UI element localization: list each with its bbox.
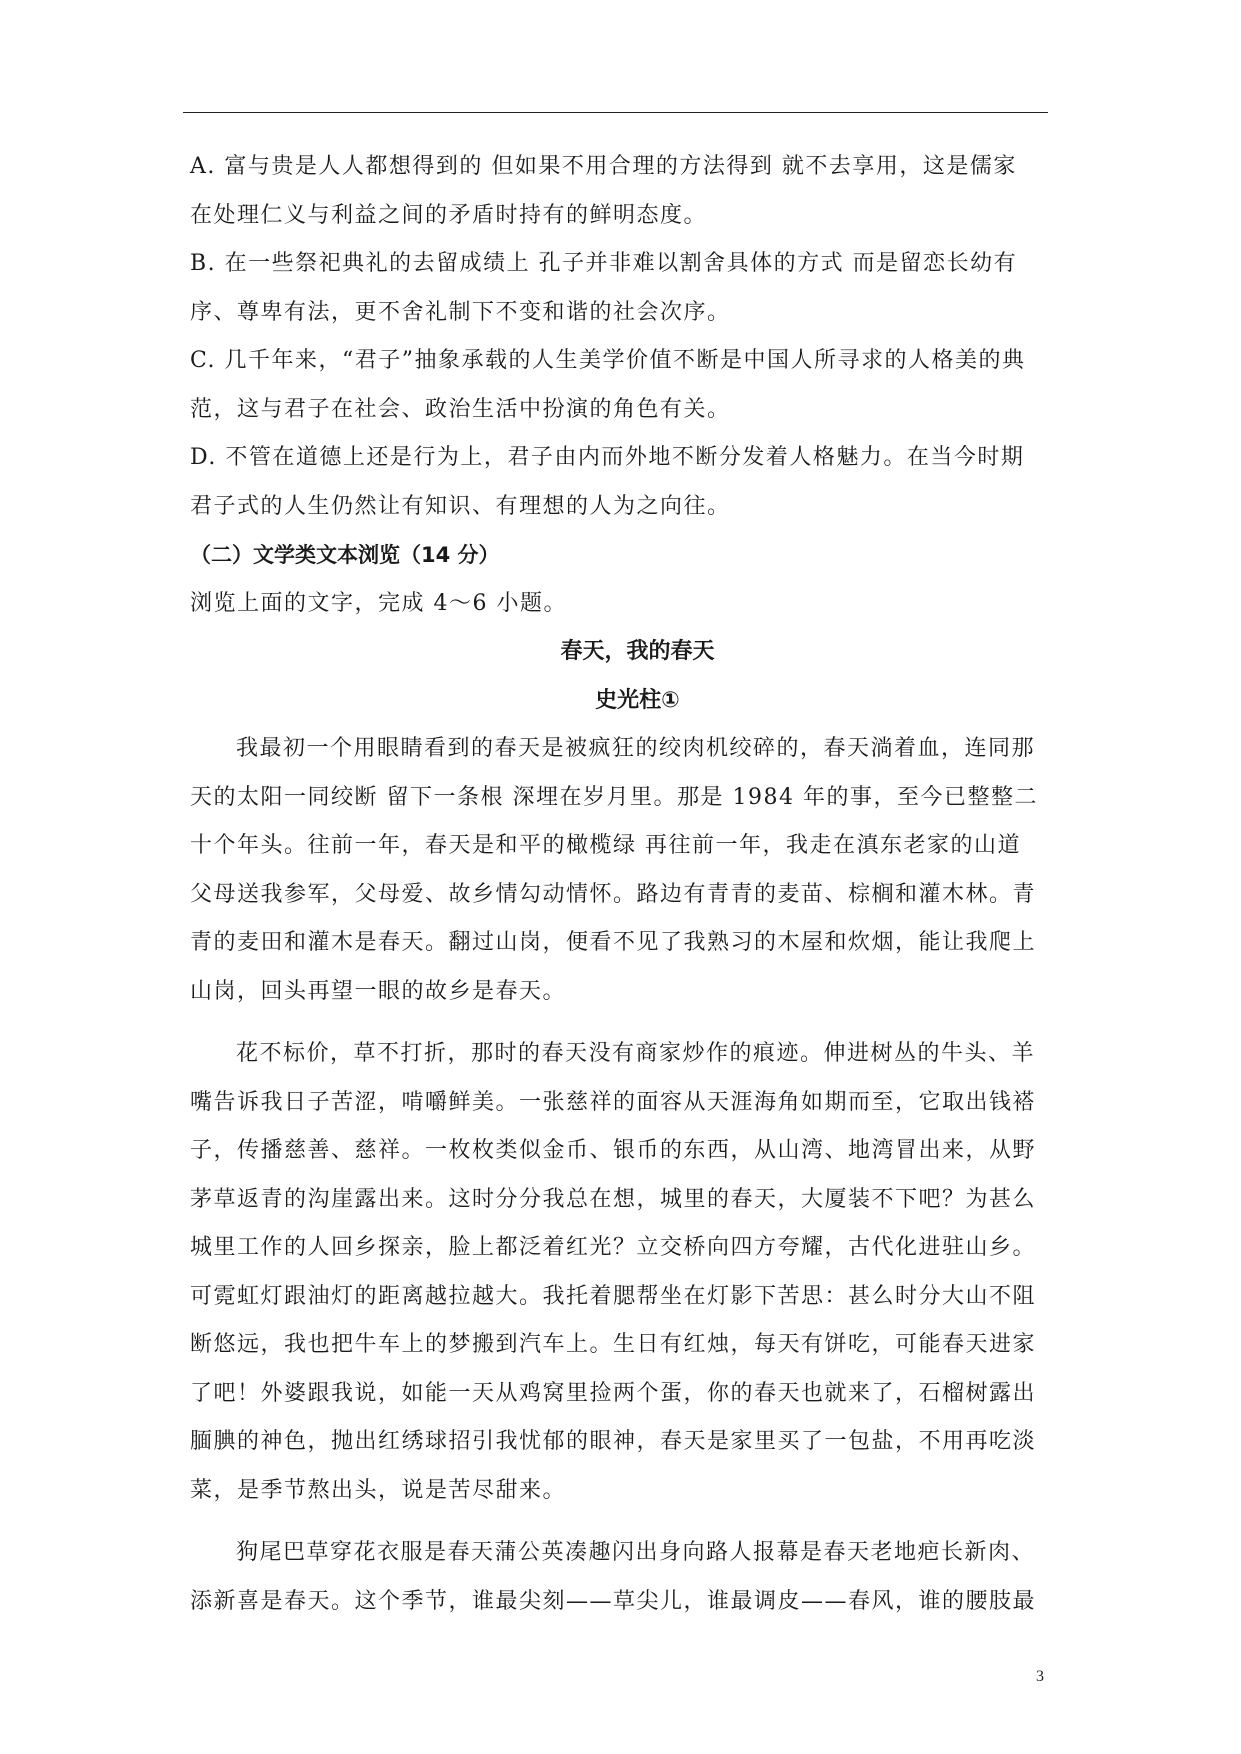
option-b-line-1: B. 在一些祭祀典礼的去留成绩上 孔子并非难以割舍具体的方式 而是留恋长幼有: [190, 251, 1018, 276]
page-number: 3: [1036, 1668, 1044, 1685]
paragraph-line: 父母送我参军，父母爱、故乡情勾动情怀。路边有青青的麦苗、棕榈和灌木林。青: [190, 881, 1037, 907]
paragraph-line: 天的太阳一同绞断 留下一条根 深埋在岁月里。那是 1984 年的事，至今已整整二: [190, 784, 1038, 810]
paragraph-line: 嘴告诉我日子苦涩，啃嚼鲜美。一张慈祥的面容从天涯海角如期而至，它取出钱褡: [190, 1089, 1037, 1115]
article-author: 史光柱①: [595, 687, 680, 713]
paragraph-line: 断悠远，我也把牛车上的梦搬到汽车上。生日有红烛，每天有饼吃，可能春天进家: [190, 1332, 1037, 1357]
section-heading: （二）文学类文本浏览（14 分）: [190, 543, 500, 567]
article-title: 春天，我的春天: [560, 639, 715, 664]
paragraph-line: 十个年头。往前一年，春天是和平的橄榄绿 再往前一年，我走在滇东老家的山道: [190, 833, 1021, 858]
paragraph-line: 狗尾巴草穿花衣服是春天蒲公英凑趣闪出身向路人报幕是春天老地疤长新肉、: [236, 1540, 1036, 1565]
page-content: [190, 143, 1085, 1626]
paragraph-line: 菜，是季节熬出头，说是苦尽甜来。: [190, 1477, 567, 1503]
paragraph-line: 城里工作的人回乡探亲，脸上都泛着红光？立交桥向四方夸耀，古代化进驻山乡。: [190, 1235, 1037, 1260]
section-instruction: 浏览上面的文字，完成 4～6 小题。: [190, 590, 567, 616]
option-c-line-1: C. 几千年来，“君子”抽象承载的人生美学价值不断是中国人所寻求的人格美的典: [190, 348, 1026, 373]
option-d-line-1: D. 不管在道德上还是行为上，君子由内而外地不断分发着人格魅力。在当今时期: [190, 445, 1025, 470]
article-paragraph-2: [190, 1030, 1085, 1515]
paragraph-line: 添新喜是春天。这个季节，谁最尖刻——草尖儿，谁最调皮——春风，谁的腰肢最: [190, 1588, 1037, 1614]
option-c-line-2: 范，这与君子在社会、政治生活中扮演的角色有关。: [190, 396, 731, 422]
option-c: [190, 337, 1085, 434]
paragraph-line: 山岗，回头再望一眼的故乡是春天。: [190, 978, 567, 1004]
paragraph-line: 茅草返青的沟崖露出来。这时分分我总在想，城里的春天，大厦装不下吧？为甚么: [190, 1186, 1037, 1212]
paragraph-line: 我最初一个用眼睛看到的春天是被疯狂的绞肉机绞碎的，春天淌着血，连同那: [236, 736, 1036, 761]
paragraph-line: 青的麦田和灌木是春天。翻过山岗，便看不见了我熟习的木屋和炊烟，能让我爬上: [190, 930, 1037, 955]
option-d-line-2: 君子式的人生仍然让有知识、有理想的人为之向往。: [190, 493, 731, 519]
header-rule: [183, 112, 1048, 113]
article-paragraph-1: [190, 725, 1085, 1016]
paragraph-line: 了吧！外婆跟我说，如能一天从鸡窝里捡两个蛋，你的春天也就来了，石榴树露出: [190, 1380, 1037, 1406]
paragraph-line: 花不标价，草不打折，那时的春天没有商家炒作的痕迹。伸进树丛的牛头、羊: [236, 1041, 1036, 1066]
paragraph-line: 可霓虹灯跟油灯的距离越拉越大。我托着腮帮坐在灯影下苦思：甚么时分大山不阻: [190, 1283, 1037, 1309]
option-a: [190, 143, 1085, 240]
option-a-line-2: 在处理仁义与利益之间的矛盾时持有的鲜明态度。: [190, 202, 708, 228]
paragraph-line: 腼腆的神色，抛出红绣球招引我忧郁的眼神，春天是家里买了一包盐，不用再吃淡: [190, 1429, 1037, 1454]
option-a-line-1: A. 富与贵是人人都想得到的 但如果不用合理的方法得到 就不去享用，这是儒家: [190, 154, 1017, 179]
article-paragraph-3: [190, 1529, 1085, 1626]
paragraph-line: 子，传播慈善、慈祥。一枚枚类似金币、银币的东西，从山湾、地湾冒出来，从野: [190, 1138, 1037, 1163]
option-b-line-2: 序、尊卑有法，更不舍礼制下不变和谐的社会次序。: [190, 299, 731, 325]
option-d: [190, 434, 1085, 531]
option-b: [190, 240, 1085, 337]
